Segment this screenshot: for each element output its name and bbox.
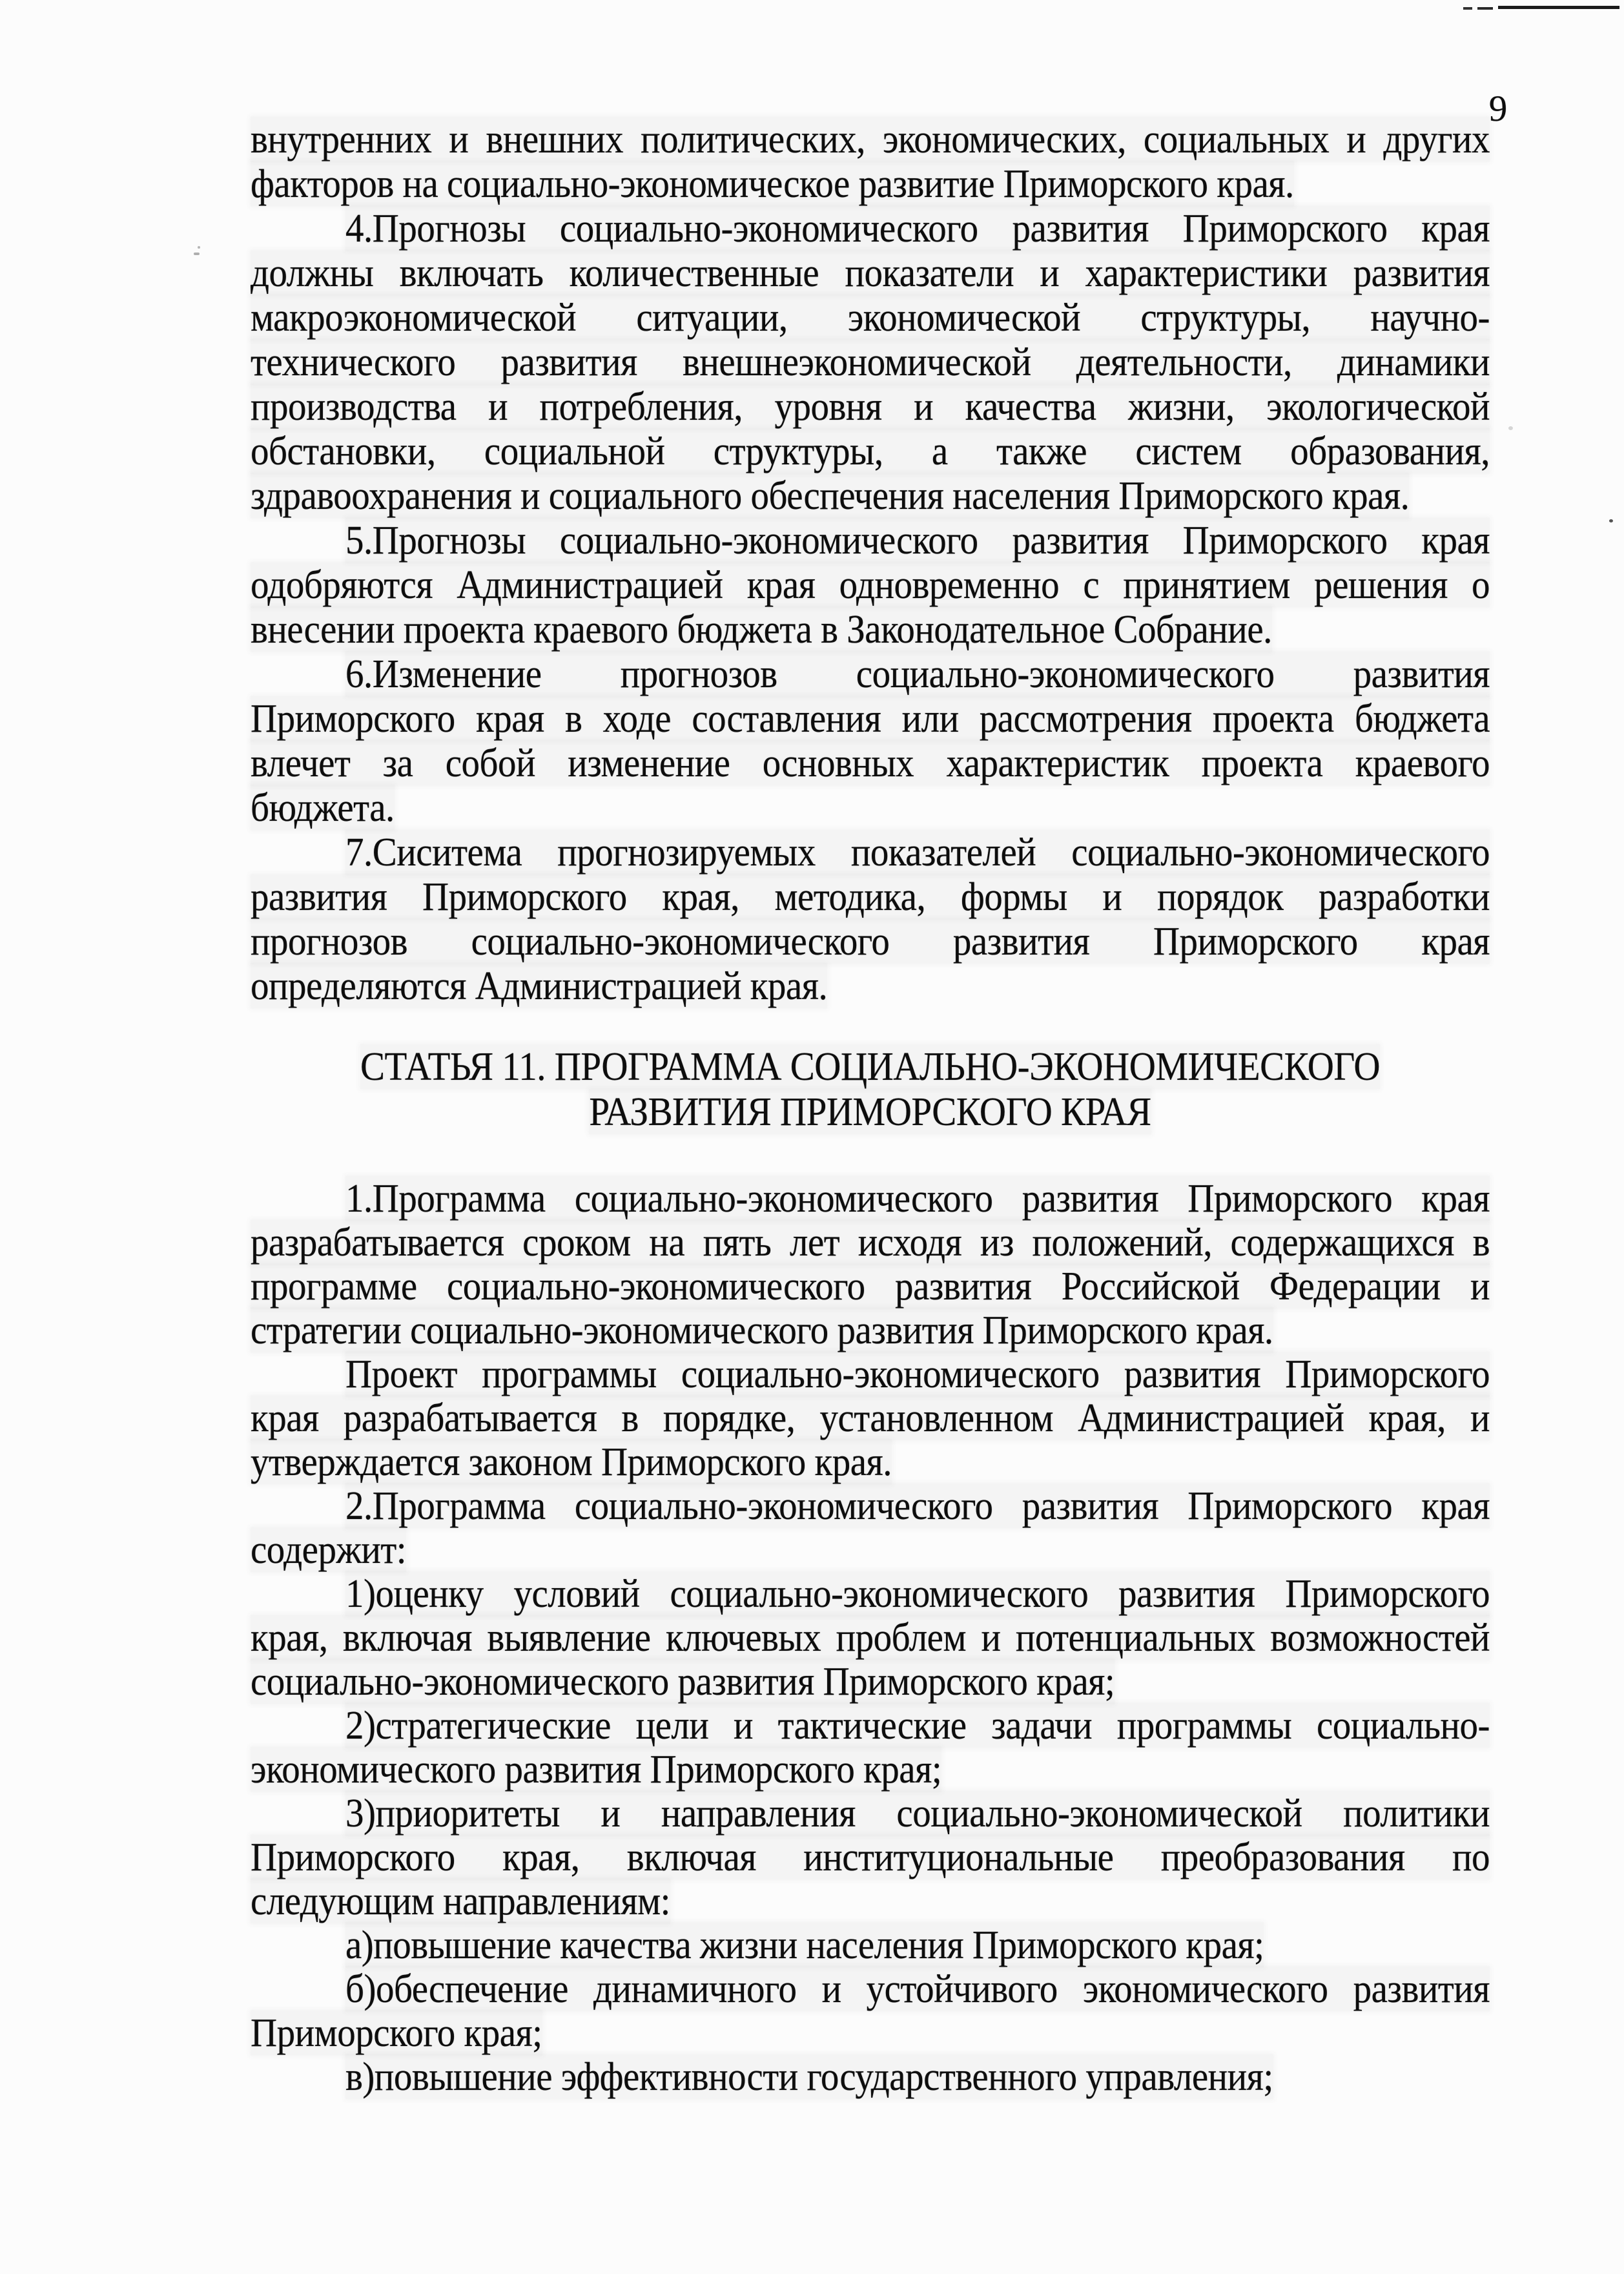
text-line-content: а)повышение качества жизни населения Приморского края;: [345, 1922, 1264, 1968]
text-line: [251, 917, 1490, 966]
text-line: [251, 1394, 1490, 1443]
text-line-content: одобряются Администрацией края одновременно с принятием решения о: [251, 562, 1490, 608]
scan-speck: [1508, 426, 1513, 430]
text-line-content: определяются Администрацией края.: [251, 963, 828, 1009]
text-line-content: 5.Прогнозы социально-экономического развития Приморского края: [345, 517, 1490, 563]
text-line: [251, 516, 1490, 565]
text-line: [251, 471, 1490, 521]
text-line-content: Приморского края в ходе составления или рассмотрения проекта бюджета: [251, 696, 1490, 741]
text-line-content: 2)стратегические цели и тактические задачи программы социально-: [345, 1702, 1490, 1748]
text-line: [251, 1175, 1490, 1223]
text-line-content: экономического развития Приморского края;: [251, 1746, 942, 1792]
text-line: [251, 1746, 1490, 1794]
article-heading-line-1: [251, 1042, 1490, 1092]
paragraphs-block-bottom: [251, 1177, 1490, 2099]
text-line: [251, 382, 1490, 431]
text-line: [251, 739, 1490, 788]
text-line: [251, 828, 1490, 877]
scan-artifact-dash: [1477, 7, 1493, 10]
text-line: [251, 1438, 1490, 1487]
text-line-content: разрабатывается сроком на пять лет исходя из положений, содержащихся в: [251, 1219, 1490, 1265]
text-line-content: Приморского края, включая институциональные преобразования по: [251, 1834, 1490, 1880]
text-line-content: 3)приоритеты и направления социально-экономической политики: [345, 1790, 1490, 1836]
text-line: [251, 783, 1490, 832]
text-line-content: факторов на социально-экономическое развитие Приморского края.: [251, 161, 1294, 207]
text-line-content: влечет за собой изменение основных характеристик проекта краевого: [251, 740, 1490, 786]
text-line: [251, 2009, 1490, 2058]
text-line-content: 4.Прогнозы социально-экономического развития Приморского края: [345, 205, 1490, 251]
text-line-content: б)обеспечение динамичного и устойчивого экономического развития: [345, 1966, 1490, 2012]
text-line-content: обстановки, социальной структуры, а также систем образования,: [251, 428, 1490, 474]
text-line-content: Проект программы социально-экономического развития Приморского: [345, 1351, 1490, 1397]
text-line: [251, 873, 1490, 922]
text-line-content: края разрабатывается в порядке, установленном Администрацией края, и: [251, 1395, 1490, 1441]
scan-artifact-line: [1498, 6, 1619, 9]
text-line: [251, 427, 1490, 476]
text-line-content: социально-экономического развития Приморского края;: [251, 1659, 1115, 1704]
text-line-content: внутренних и внешних политических, экономических, социальных и других: [251, 116, 1490, 162]
text-line-content: бюджета.: [251, 785, 395, 831]
text-line-content: 1)оценку условий социально-экономического развития Приморского: [345, 1571, 1490, 1617]
text-line-content: программе социально-экономического развития Российской Федерации и: [251, 1263, 1490, 1309]
article-heading: [251, 1044, 1490, 1135]
text-line: [251, 1965, 1490, 2014]
article-heading-text: СТАТЬЯ 11. ПРОГРАММА СОЦИАЛЬНО-ЭКОНОМИЧЕСКОГО: [360, 1044, 1381, 1090]
scan-artifact-dash: [1463, 7, 1472, 10]
text-line-content: прогнозов социально-экономического развития Приморского края: [251, 918, 1490, 964]
text-line-content: 6.Изменение прогнозов социально-экономического развития: [345, 651, 1490, 697]
text-line: [251, 694, 1490, 743]
text-line-content: макроэкономической ситуации, экономической структуры, научно-: [251, 295, 1490, 340]
text-line-content: должны включать количественные показатели и характеристики развития: [251, 250, 1490, 296]
text-line: [251, 2053, 1490, 2102]
text-line-content: утверждается законом Приморского края.: [251, 1439, 892, 1485]
text-line-content: технического развития внешнеэкономической деятельности, динамики: [251, 339, 1490, 385]
text-line-content: развития Приморского края, методика, формы и порядок разработки: [251, 874, 1490, 920]
text-line-content: внесении проекта краевого бюджета в Законодательное Собрание.: [251, 606, 1272, 652]
text-line: [251, 338, 1490, 387]
text-line: [251, 1702, 1490, 1750]
text-line: [251, 962, 1490, 1011]
text-line: [251, 1482, 1490, 1531]
text-line: [251, 1877, 1490, 1926]
text-line: [251, 1658, 1490, 1706]
text-line-content: 1.Программа социально-экономического развития Приморского края: [345, 1175, 1490, 1221]
text-line-content: здравоохранения и социального обеспечения населения Приморского края.: [251, 473, 1410, 519]
text-line-content: 2.Программа социально-экономического развития Приморского края: [345, 1483, 1490, 1529]
scan-speck: [194, 253, 200, 255]
text-line: [251, 1921, 1490, 1970]
text-line: [251, 561, 1490, 610]
text-line: [251, 160, 1490, 209]
paragraphs-block-top: [251, 117, 1490, 1008]
text-line-content: Приморского края;: [251, 2010, 542, 2056]
text-line: [251, 1350, 1490, 1399]
scan-speck: [1609, 519, 1613, 522]
text-line-content: стратегии социально-экономического развития Приморского края.: [251, 1307, 1273, 1353]
text-line: [251, 650, 1490, 699]
text-line: [251, 1526, 1490, 1575]
text-line: [251, 204, 1490, 253]
text-line: [251, 1790, 1490, 1838]
text-line-content: следующим направлениям:: [251, 1878, 670, 1924]
text-line-content: 7.Сиситема прогнозируемых показателей социально-экономического: [345, 829, 1490, 875]
text-line: [251, 1570, 1490, 1618]
page-number: 9: [1488, 88, 1508, 129]
text-line-content: в)повышение эффективности государственного управления;: [345, 2054, 1273, 2100]
text-line: [251, 1614, 1490, 1662]
text-line: [251, 115, 1490, 164]
scan-speck: [198, 246, 200, 249]
text-line-content: производства и потребления, уровня и качества жизни, экологической: [251, 384, 1490, 429]
text-line: [251, 1219, 1490, 1267]
text-line-content: содержит:: [251, 1527, 407, 1573]
article-heading-line-2: [251, 1088, 1490, 1137]
text-line: [251, 1307, 1490, 1355]
text-line: [251, 249, 1490, 298]
text-line: [251, 605, 1490, 654]
text-line: [251, 1263, 1490, 1311]
article-heading-text: РАЗВИТИЯ ПРИМОРСКОГО КРАЯ: [589, 1089, 1151, 1135]
text-line: [251, 293, 1490, 342]
text-line-content: края, включая выявление ключевых проблем и потенциальных возможностей: [251, 1615, 1490, 1660]
text-line: [251, 1834, 1490, 1882]
